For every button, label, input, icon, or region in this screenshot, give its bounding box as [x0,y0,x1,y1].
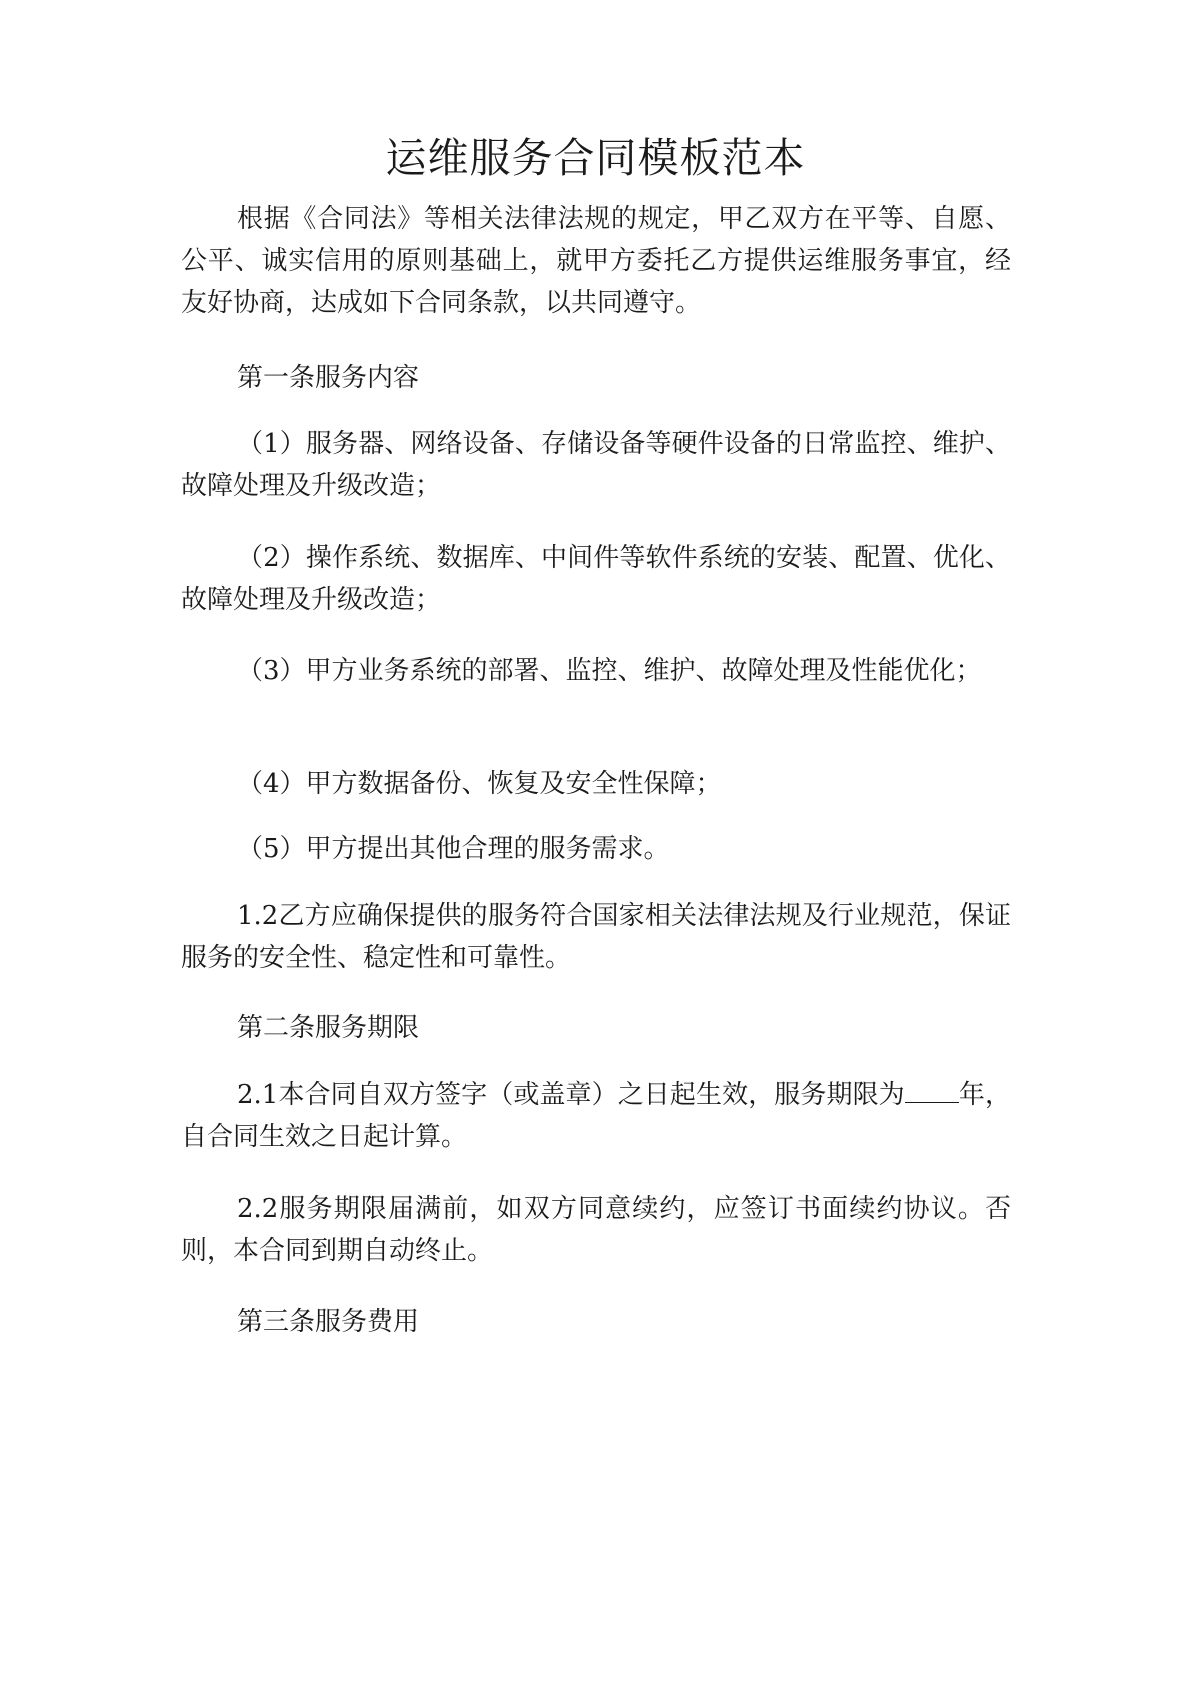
document-title: 运维服务合同模板范本 [385,134,806,182]
clause-2-1-text-after: 年，自合同生效之日起计算。 [181,1080,1011,1152]
article-3-heading: 第三条服务费用 [237,1307,420,1337]
service-item-1: （1）服务器、网络设备、存储设备等硬件设备的日常监控、维护、故障处理及升级改造； [181,429,1011,501]
clause-2-2: 2.2服务期限届满前，如双方同意续约，应签订书面续约协议。否则，本合同到期自动终止。 [181,1194,1011,1266]
clause-2-1-text-before: 2.1本合同自双方签字（或盖章）之日起生效，服务期限为 [237,1080,905,1110]
service-item-3: （3）甲方业务系统的部署、监控、维护、故障处理及性能优化； [237,656,982,686]
service-item-4: （4）甲方数据备份、恢复及安全性保障； [237,769,722,799]
service-item-5: （5）甲方提出其他合理的服务需求。 [237,834,670,864]
article-2-heading: 第二条服务期限 [237,1013,420,1043]
article-1-heading: 第一条服务内容 [237,363,420,393]
term-years-blank [905,1078,959,1103]
clause-2-1 [181,1074,1011,1158]
clause-1-2: 1.2乙方应确保提供的服务符合国家相关法律法规及行业规范，保证服务的安全性、稳定性和可靠性。 [181,901,1011,973]
service-item-2: （2）操作系统、数据库、中间件等软件系统的安装、配置、优化、故障处理及升级改造； [181,543,1011,615]
intro-paragraph: 根据《合同法》等相关法律法规的规定，甲乙双方在平等、自愿、公平、诚实信用的原则基础上，就甲方委托乙方提供运维服务事宜，经友好协商，达成如下合同条款，以共同遵守。 [181,204,1011,318]
